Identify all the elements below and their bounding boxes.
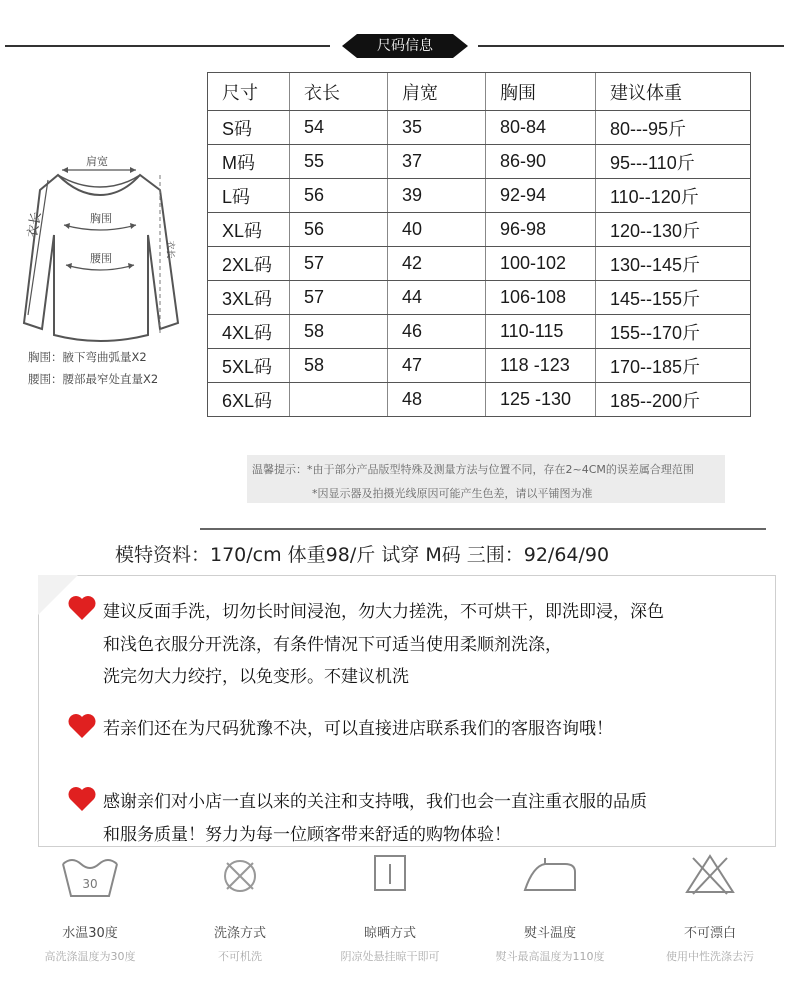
- cell-length: 57: [290, 281, 388, 315]
- no-machine-wash-icon: [205, 850, 275, 910]
- size-info-banner: 尺码信息: [357, 34, 453, 58]
- heart-icon: [67, 595, 97, 621]
- table-row: [208, 213, 751, 247]
- table-row: [208, 179, 751, 213]
- care-title: 晾晒方式: [363, 926, 416, 941]
- cell-length: 55: [290, 145, 388, 179]
- cell-length: 57: [290, 247, 388, 281]
- hang-dry-icon: [355, 850, 425, 910]
- header-bust: 胸围: [486, 73, 596, 111]
- cell-size: XL码: [208, 213, 290, 247]
- diagram-waist-label: 腰围: [90, 252, 112, 265]
- note-1-line-1: 建议反面手洗，切勿长时间浸泡，勿大力搓洗，不可烘干，即洗即浸，深色: [103, 602, 664, 622]
- cell-length: [290, 383, 388, 417]
- no-bleach-icon: [675, 850, 745, 910]
- cell-bust: 110-115: [486, 315, 596, 349]
- cell-weight: 185--200斤: [596, 383, 751, 417]
- banner-rule-left: [5, 45, 330, 47]
- cell-weight: 170--185斤: [596, 349, 751, 383]
- table-row: [208, 247, 751, 281]
- table-row: [208, 145, 751, 179]
- diagram-bust-label: 胸围: [90, 212, 112, 225]
- cell-shoulder: 37: [388, 145, 486, 179]
- care-subtitle: 高洗涤温度为30度: [44, 950, 136, 963]
- cell-weight: 145--155斤: [596, 281, 751, 315]
- care-title: 洗涤方式: [213, 926, 266, 941]
- cell-bust: 96-98: [486, 213, 596, 247]
- banner-rule-right: [478, 45, 784, 47]
- care-subtitle: 熨斗最高温度为110度: [495, 950, 605, 963]
- cell-size: S码: [208, 111, 290, 145]
- tip-line-1: 温馨提示：*由于部分产品版型特殊及测量方法与位置不同，存在2~4CM的误差属合理范围: [252, 463, 694, 476]
- cell-shoulder: 40: [388, 213, 486, 247]
- model-info-rule: [200, 528, 766, 530]
- care-subtitle: 不可机洗: [218, 950, 262, 963]
- cell-size: 3XL码: [208, 281, 290, 315]
- cell-length: 56: [290, 213, 388, 247]
- cell-shoulder: 35: [388, 111, 486, 145]
- diagram-shoulder-label: 肩宽: [86, 155, 108, 168]
- note-1-line-2: 和浅色衣服分开洗涤，有条件情况下可适当使用柔顺剂洗涤，: [103, 635, 562, 655]
- cell-weight: 80---95斤: [596, 111, 751, 145]
- cell-length: 56: [290, 179, 388, 213]
- note-1-line-3: 洗完勿大力绞拧，以免变形。不建议机洗: [103, 667, 409, 687]
- wash-temp-text: 30: [82, 877, 98, 891]
- diagram-length-label-left: 衣长: [25, 210, 45, 239]
- care-item-drying: [315, 850, 465, 990]
- table-row: [208, 383, 751, 417]
- header-length: 衣长: [290, 73, 388, 111]
- care-subtitle: 阴凉处悬挂晾干即可: [340, 950, 440, 963]
- cell-shoulder: 39: [388, 179, 486, 213]
- care-title: 熨斗温度: [523, 926, 576, 941]
- cell-shoulder: 44: [388, 281, 486, 315]
- cell-bust: 80-84: [486, 111, 596, 145]
- heart-icon: [67, 786, 97, 812]
- garment-diagram: [0, 95, 200, 405]
- cell-length: 54: [290, 111, 388, 145]
- cell-weight: 155--170斤: [596, 315, 751, 349]
- cell-bust: 86-90: [486, 145, 596, 179]
- cell-shoulder: 42: [388, 247, 486, 281]
- cell-size: M码: [208, 145, 290, 179]
- cell-length: 58: [290, 349, 388, 383]
- wash-30-icon: [55, 850, 125, 910]
- heart-icon: [67, 713, 97, 739]
- banner-edge-left: [342, 34, 357, 58]
- banner-edge-right: [453, 34, 468, 58]
- cell-bust: 92-94: [486, 179, 596, 213]
- diagram-note-waist: 腰围：腰部最窄处直量X2: [28, 372, 159, 386]
- note-2-line-1: 若亲们还在为尺码犹豫不决，可以直接进店联系我们的客服咨询哦！: [103, 719, 613, 739]
- cell-bust: 125 -130: [486, 383, 596, 417]
- table-row: [208, 281, 751, 315]
- cell-size: 6XL码: [208, 383, 290, 417]
- cell-weight: 95---110斤: [596, 145, 751, 179]
- cell-weight: 110--120斤: [596, 179, 751, 213]
- care-subtitle: 使用中性洗涤去污: [666, 950, 754, 963]
- cell-size: 2XL码: [208, 247, 290, 281]
- care-item-wash-method: [165, 850, 315, 990]
- cell-bust: 106-108: [486, 281, 596, 315]
- cell-weight: 130--145斤: [596, 247, 751, 281]
- iron-icon: [515, 850, 585, 910]
- model-info: 模特资料：170/cm 体重98/斤 试穿 M码 三围：92/64/90: [115, 544, 610, 566]
- cell-weight: 120--130斤: [596, 213, 751, 247]
- care-item-ironing: [475, 850, 625, 990]
- note-3-line-2: 和服务质量！努力为每一位顾客带来舒适的购物体验！: [103, 825, 511, 845]
- cell-bust: 118 -123: [486, 349, 596, 383]
- cell-size: L码: [208, 179, 290, 213]
- size-table: [207, 72, 751, 417]
- cell-size: 4XL码: [208, 315, 290, 349]
- cell-bust: 100-102: [486, 247, 596, 281]
- diagram-length-label-right: 衣长: [164, 240, 175, 259]
- tip-line-2: *因显示器及拍摄光线原因可能产生色差，请以平铺图为准: [312, 487, 593, 500]
- cell-shoulder: 47: [388, 349, 486, 383]
- cell-size: 5XL码: [208, 349, 290, 383]
- care-item-wash-temp: [15, 850, 165, 990]
- care-title: 水温30度: [62, 926, 118, 941]
- table-row: [208, 315, 751, 349]
- cell-length: 58: [290, 315, 388, 349]
- table-row: [208, 349, 751, 383]
- table-row: [208, 111, 751, 145]
- care-item-bleach: [635, 850, 785, 990]
- diagram-note-bust: 胸围：腋下弯曲弧量X2: [28, 350, 147, 364]
- cell-shoulder: 48: [388, 383, 486, 417]
- header-size: 尺寸: [208, 73, 290, 111]
- header-shoulder: 肩宽: [388, 73, 486, 111]
- note-3-line-1: 感谢亲们对小店一直以来的关注和支持哦，我们也会一直注重衣服的品质: [103, 792, 647, 812]
- cell-shoulder: 46: [388, 315, 486, 349]
- header-weight: 建议体重: [596, 73, 751, 111]
- table-header-row: [208, 73, 751, 111]
- care-title: 不可漂白: [683, 926, 736, 941]
